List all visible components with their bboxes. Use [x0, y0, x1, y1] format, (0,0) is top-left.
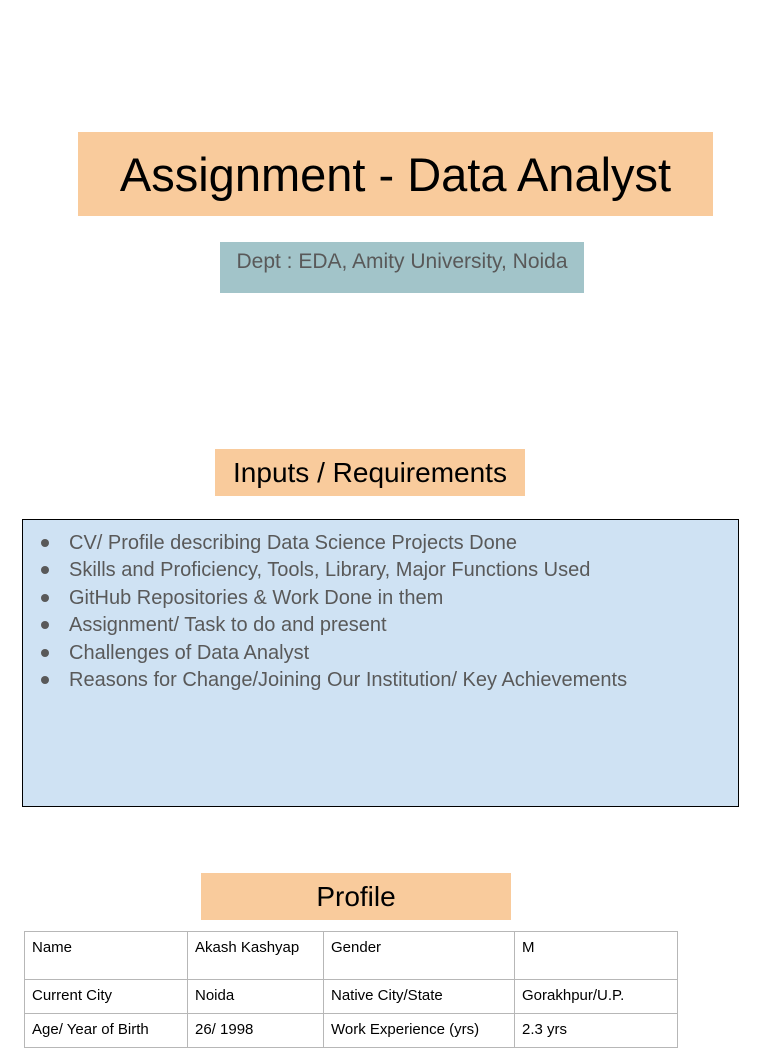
- table-cell: Akash Kashyap: [188, 932, 324, 980]
- profile-heading-text: Profile: [316, 880, 396, 912]
- requirement-item: [23, 585, 738, 612]
- requirement-item: [23, 612, 738, 639]
- requirements-list: [23, 530, 738, 694]
- page-title: Assignment - Data Analyst: [119, 147, 672, 201]
- requirement-text: Assignment/ Task to do and present: [69, 614, 387, 637]
- bullet-icon: [41, 539, 49, 547]
- requirement-text: Challenges of Data Analyst: [69, 641, 310, 664]
- table-cell: Name: [25, 932, 188, 980]
- table-cell: Gorakhpur/U.P.: [515, 980, 678, 1014]
- bullet-icon: [41, 649, 49, 657]
- bullet-icon: [41, 621, 49, 629]
- inputs-section-heading: [215, 449, 525, 496]
- table-cell: 2.3 yrs: [515, 1014, 678, 1048]
- profile-section-heading: [201, 873, 511, 920]
- table-cell: Current City: [25, 980, 188, 1014]
- title-banner: [78, 132, 713, 216]
- table-cell: 26/ 1998: [188, 1014, 324, 1048]
- requirement-text: Skills and Proficiency, Tools, Library, Major Functions Used: [69, 559, 591, 582]
- table-row: [25, 1014, 678, 1048]
- requirement-text: Reasons for Change/Joining Our Institution/ Key Achievements: [69, 668, 628, 691]
- table-cell: M: [515, 932, 678, 980]
- table-cell: Native City/State: [324, 980, 515, 1014]
- bullet-icon: [41, 676, 49, 684]
- table-row: [25, 980, 678, 1014]
- table-row: [25, 932, 678, 980]
- requirement-item: [23, 530, 738, 557]
- dept-subtitle: Dept : EDA, Amity University, Noida: [236, 250, 568, 273]
- bullet-icon: [41, 566, 49, 574]
- table-cell: Gender: [324, 932, 515, 980]
- table-cell: Noida: [188, 980, 324, 1014]
- dept-banner: [220, 242, 584, 293]
- bullet-icon: [41, 594, 49, 602]
- requirement-item: [23, 640, 738, 667]
- requirement-item: [23, 557, 738, 584]
- profile-table: [24, 931, 678, 1048]
- requirement-text: CV/ Profile describing Data Science Projects Done: [69, 532, 517, 554]
- table-cell: Age/ Year of Birth: [25, 1014, 188, 1048]
- inputs-heading-text: Inputs / Requirements: [233, 456, 507, 488]
- requirements-box: [22, 519, 739, 807]
- requirement-text: GitHub Repositories & Work Done in them: [69, 586, 444, 609]
- requirement-item: [23, 667, 738, 694]
- table-cell: Work Experience (yrs): [324, 1014, 515, 1048]
